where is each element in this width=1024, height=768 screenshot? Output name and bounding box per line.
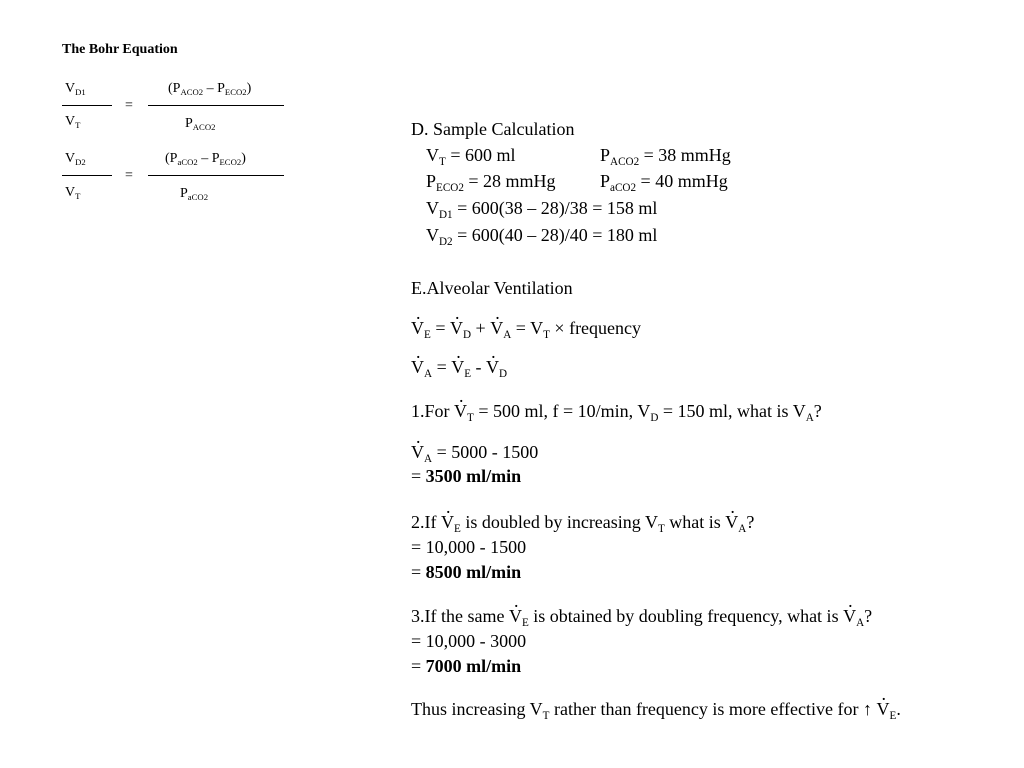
alv-answer-2-line2: = 8500 ml/min <box>411 562 522 582</box>
calc-paco2: PACO2 = 38 mmHg <box>600 145 731 168</box>
alv-eq2: . VA = . VE - . VD <box>411 357 507 378</box>
eq1-denominator-right: PACO2 <box>185 116 216 132</box>
calc-peco2: PECO2 = 28 mmHg <box>426 171 556 194</box>
eq1-fraction-bar-left <box>62 105 112 106</box>
alv-heading: E.Alveolar Ventilation <box>411 278 573 298</box>
bohr-title: The Bohr Equation <box>62 42 178 57</box>
alv-answer-1-line2: = 3500 ml/min <box>411 466 522 486</box>
calc-vt: VT = 600 ml <box>426 145 516 168</box>
eq2-numerator-left: VD2 <box>65 151 86 167</box>
alv-eq1: . VE = . VD + . VA = VT × frequency <box>411 318 641 339</box>
eq2-numerator-right: (PaCO2 – PECO2) <box>165 151 246 167</box>
calc-vd1: VD1 = 600(38 – 28)/38 = 158 ml <box>426 198 658 221</box>
eq1-fraction-bar-right <box>148 105 284 106</box>
calc-heading: D. Sample Calculation <box>411 119 575 139</box>
calc-paco2-arterial: PaCO2 = 40 mmHg <box>600 171 728 194</box>
eq1-numerator-left: VD1 <box>65 81 86 97</box>
eq1-numerator-right: (PACO2 – PECO2) <box>168 81 252 97</box>
calc-vd2: VD2 = 600(40 – 28)/40 = 180 ml <box>426 225 658 248</box>
alv-question-1: 1.For . VT = 500 ml, f = 10/min, VD = 150 ml, what is VA? <box>411 401 822 422</box>
eq2-fraction-bar-left <box>62 175 112 176</box>
alv-answer-2-line1: = 10,000 - 1500 <box>411 537 527 557</box>
eq1-equals: = <box>125 98 133 113</box>
alv-question-3: 3.If the same . VE is obtained by doubling frequency, what is . VA? <box>411 606 872 627</box>
eq2-denominator-left: VT <box>65 185 81 201</box>
alv-conclusion: Thus increasing VT rather than frequency is more effective for ↑ . VE. <box>411 699 901 720</box>
eq2-equals: = <box>125 168 133 183</box>
up-arrow-icon: ↑ <box>863 699 872 719</box>
eq2-fraction-bar-right <box>148 175 284 176</box>
eq1-denominator-left: VT <box>65 114 81 130</box>
alv-question-2: 2.If . VE is doubled by increasing VT what is . VA? <box>411 512 754 533</box>
alv-answer-3-line2: = 7000 ml/min <box>411 656 522 676</box>
alv-answer-3-line1: = 10,000 - 3000 <box>411 631 527 651</box>
eq2-denominator-right: PaCO2 <box>180 186 209 202</box>
alv-answer-1-line1: . VA = 5000 - 1500 <box>411 442 538 463</box>
